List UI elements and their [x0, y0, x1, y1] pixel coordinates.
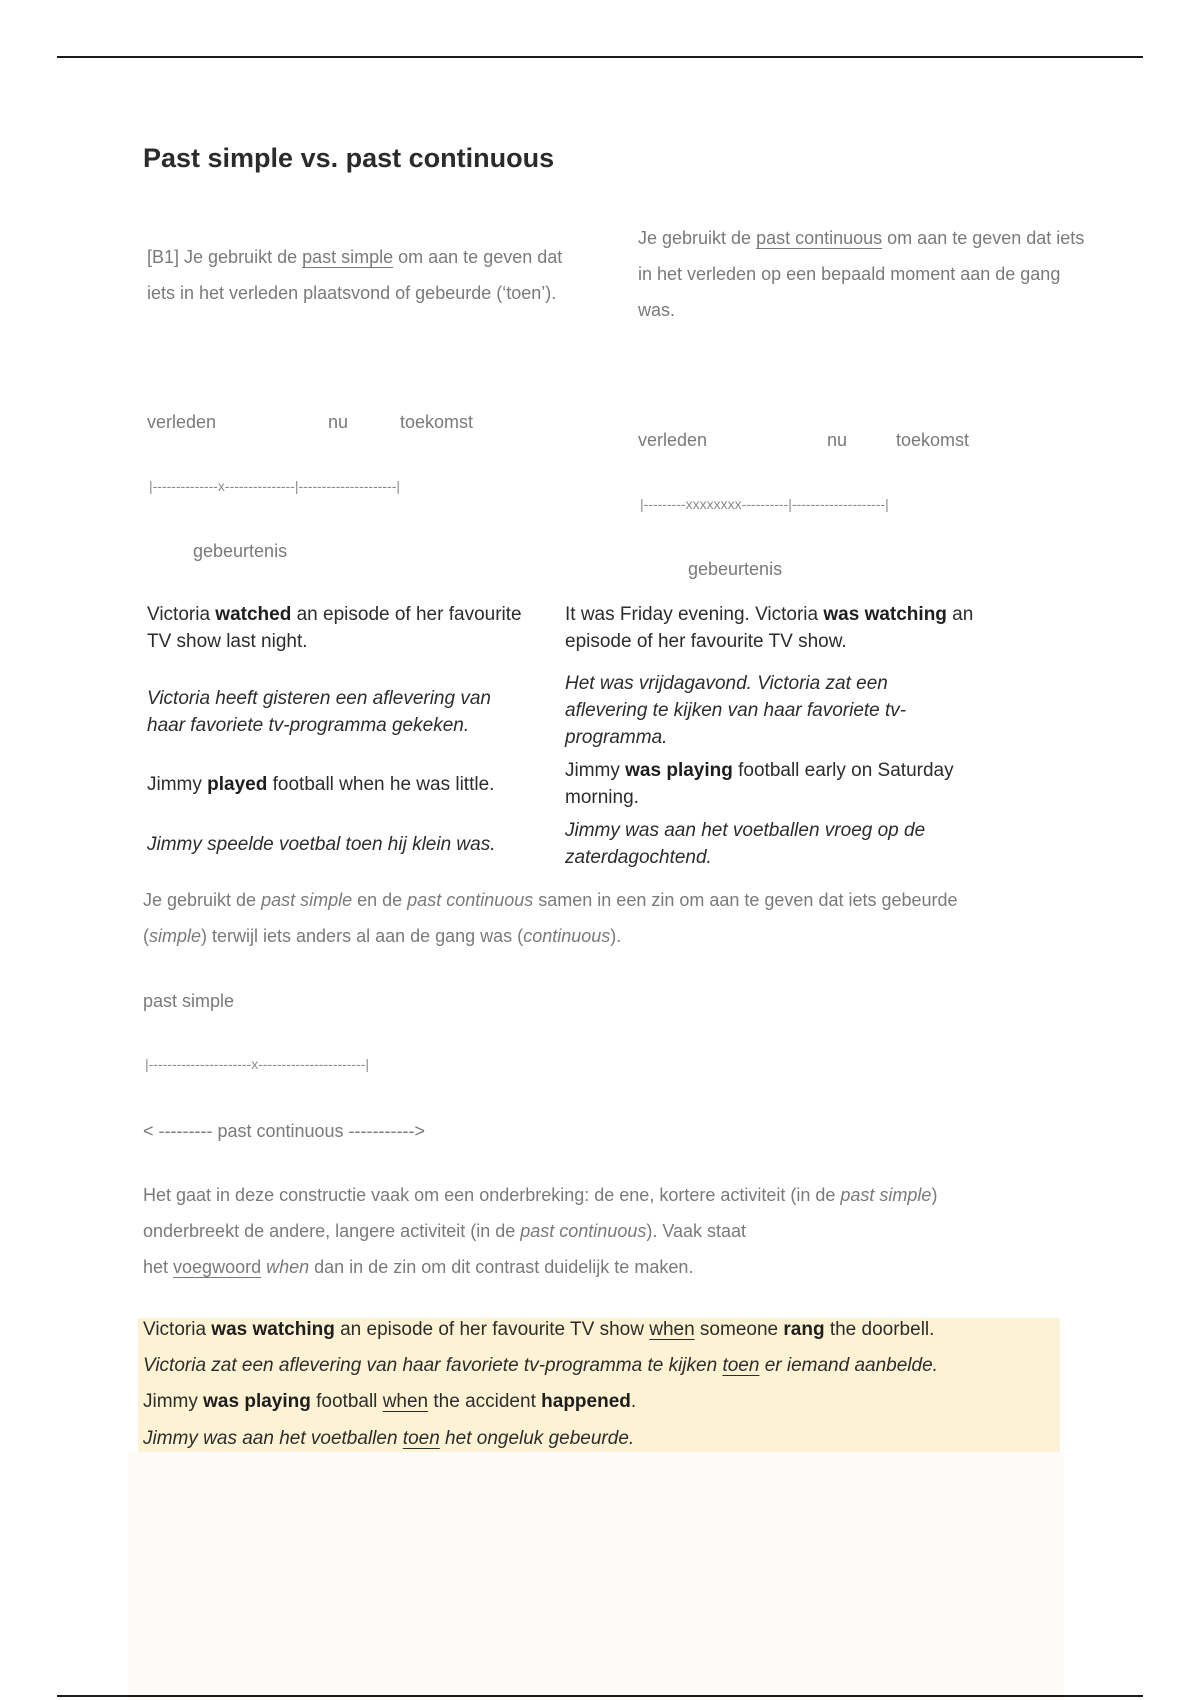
right-intro: Je gebruikt de past continuous om aan te geven dat iets in het verleden op een bepaald moment aan de gang was.: [638, 228, 1085, 320]
example-left-2: Victoria heeft gisteren een aflevering van haar favoriete tv-programma gekeken.: [147, 688, 491, 736]
timeline-right-bar: |---------xxxxxxxx----------|--------------------|: [640, 496, 889, 512]
timeline-left-past: verleden: [147, 412, 217, 432]
timeline-right-past: verleden: [638, 430, 708, 450]
highlight-sentence-1: Victoria was watching an episode of her favourite TV show when someone rang the doorbell.: [143, 1319, 935, 1340]
timeline-left-bar: |--------------x---------------|---------------------|: [149, 478, 401, 494]
link-voegwoord: voegwoord: [173, 1257, 262, 1277]
example-right-4: Jimmy was aan het voetballen vroeg op de zaterdagochtend.: [565, 820, 926, 868]
example-right-1: It was Friday evening. Victoria was watching an episode of her favourite TV show.: [565, 604, 974, 652]
example-right-3: Jimmy was playing football early on Saturday morning.: [565, 760, 954, 808]
example-left-4: Jimmy speelde voetbal toen hij klein was.: [147, 834, 496, 855]
timeline-right-future: toekomst: [896, 430, 970, 450]
term-past-simple: past simple: [302, 247, 394, 267]
interruption-explanation: Het gaat in deze constructie vaak om een onderbreking: de ene, kortere activiteit (in de past simple) onderbreekt de andere, langere activiteit (in de past continuous). Vaak staat het voegwoord when dan in de zin om dit contrast duidelijk te maken.: [143, 1185, 938, 1277]
timeline-left-future: toekomst: [400, 412, 474, 432]
example-left-3: Jimmy played football when he was little.: [147, 774, 495, 795]
timeline-left-now: nu: [328, 412, 349, 432]
timeline-right-event: gebeurtenis: [688, 559, 783, 579]
highlight-sentence-2: Victoria zat een aflevering van haar favoriete tv-programma te kijken toen er iemand aanbelde.: [143, 1355, 938, 1376]
left-intro: [B1] Je gebruikt de past simple om aan te geven dat iets in het verleden plaatsvond of gebeurde (‘toen’).: [147, 247, 563, 303]
timeline-combined-continuous: < --------- past continuous ----------->: [143, 1121, 425, 1141]
top-rule: [57, 56, 1143, 58]
combined-explanation: Je gebruikt de past simple en de past continuous samen in een zin om aan te geven dat iets gebeurde (simple) terwijl iets anders al aan de gang was (continuous).: [143, 890, 958, 946]
timeline-combined-bar: |----------------------x-----------------------|: [145, 1056, 370, 1072]
timeline-combined-label: past simple: [143, 991, 235, 1011]
faded-area: [128, 1452, 1064, 1700]
highlight-sentence-4: Jimmy was aan het voetballen toen het ongeluk gebeurde.: [143, 1428, 635, 1449]
example-left-1: Victoria watched an episode of her favourite TV show last night.: [147, 604, 522, 652]
page-title: Past simple vs. past continuous: [143, 143, 555, 173]
timeline-right-now: nu: [827, 430, 848, 450]
timeline-left-event: gebeurtenis: [193, 541, 288, 561]
example-right-2: Het was vrijdagavond. Victoria zat een aflevering te kijken van haar favoriete tv- programma.: [565, 673, 907, 748]
highlight-sentence-3: Jimmy was playing football when the accident happened.: [143, 1391, 637, 1412]
bottom-rule: [57, 1695, 1143, 1697]
term-past-continuous: past continuous: [756, 228, 883, 248]
